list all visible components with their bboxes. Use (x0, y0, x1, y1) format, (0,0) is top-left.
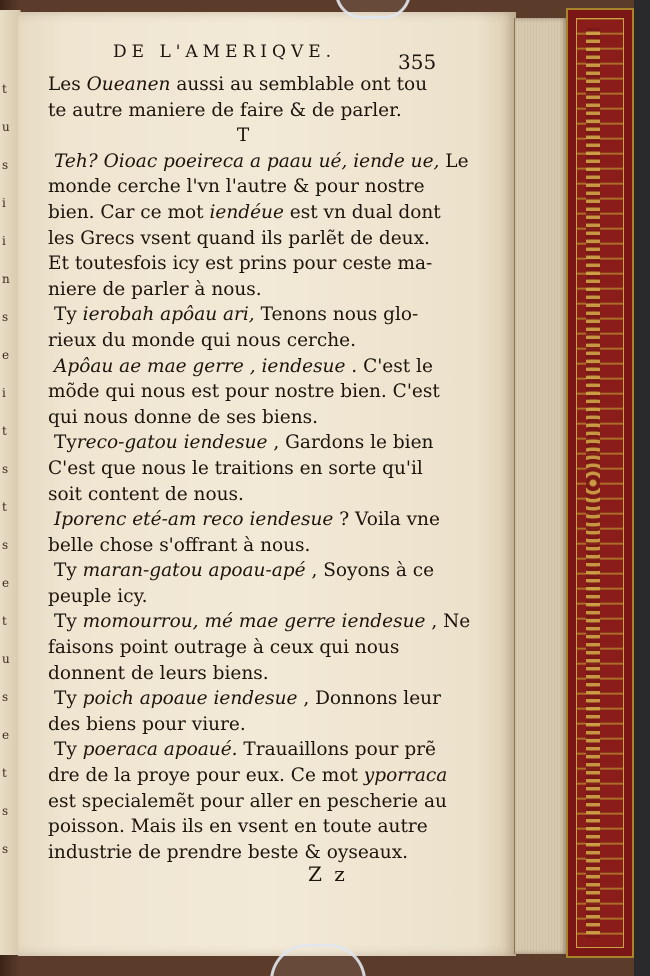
cover-ornament-strip (586, 28, 600, 938)
text-run: niere de parler à nous. (48, 278, 262, 300)
text-run: bien. Car ce mot (48, 201, 210, 223)
italic-phrase: ierobah apôau ari, (82, 304, 255, 326)
text-run: Et toutesfois icy est prins pour ceste ma- (48, 253, 433, 275)
italic-phrase: iendéue (209, 201, 284, 223)
text-run: faisons point outrage à ceux qui nous (48, 637, 400, 659)
text-run: Le (439, 150, 469, 172)
text-run: Ty (54, 560, 83, 582)
text-line (48, 226, 438, 252)
text-run: te autre maniere de faire & de parler. (48, 99, 402, 121)
text-line (48, 814, 438, 840)
text-run: soit content de nous. (48, 483, 244, 505)
text-line (48, 123, 438, 149)
text-run: est vn dual dont (283, 201, 441, 223)
signature-mark: Z z (308, 862, 348, 886)
margin-fragment: s (2, 538, 9, 552)
text-run: Ty (54, 432, 77, 454)
text-run: T (236, 125, 250, 147)
book-page (18, 12, 516, 956)
text-run: , Donnons leur (297, 688, 441, 710)
italic-phrase: Teh? Oioac poeireca a paau ué, iende ue, (54, 150, 440, 172)
text-line (48, 763, 448, 789)
text-run: , Ne (425, 611, 471, 633)
text-run: , Soyons à ce (305, 560, 435, 582)
text-line (48, 302, 438, 328)
text-line (48, 430, 438, 456)
margin-fragment: t (2, 424, 7, 438)
text-run: des biens pour viure. (48, 713, 246, 735)
text-run: mõde qui nous est pour nostre bien. C'est (48, 381, 440, 403)
text-run: belle chose s'offrant à nous. (48, 534, 311, 556)
text-run: rieux du monde qui nous cerche. (48, 329, 356, 351)
text-line (48, 174, 438, 200)
text-line (48, 456, 438, 482)
text-line (48, 482, 438, 508)
italic-phrase: Iporenc eté-am reco iendesue (54, 509, 334, 531)
text-line (48, 98, 438, 124)
previous-page-margin-letters (2, 70, 16, 868)
margin-fragment: t (2, 766, 7, 780)
margin-fragment: i (2, 234, 6, 248)
cover-gilt-border (576, 18, 624, 948)
text-line (48, 72, 438, 98)
book-cover (566, 8, 634, 958)
text-line (48, 840, 438, 866)
margin-fragment: e (2, 576, 10, 590)
margin-fragment: e (2, 348, 10, 362)
margin-fragment: s (2, 690, 9, 704)
text-run: . C'est le (345, 355, 433, 377)
margin-fragment: s (2, 158, 9, 172)
text-line (48, 379, 438, 405)
text-line (48, 149, 469, 175)
text-run: dre de la proye pour eux. Ce mot (48, 765, 364, 787)
text-line (48, 328, 438, 354)
text-line (48, 635, 438, 661)
italic-phrase: momourrou, mé mae gerre iendesue (82, 611, 426, 633)
text-line (48, 661, 438, 687)
margin-fragment: s (2, 310, 9, 324)
italic-phrase: reco-gatou iendesue (76, 432, 268, 454)
text-run: qui nous donne de ses biens. (48, 406, 319, 428)
text-run: Les (48, 74, 87, 95)
text-run: les Grecs vsent quand ils parlẽt de deux. (48, 227, 430, 249)
text-run: C'est que nous le traitions en sorte qu'il (48, 457, 423, 479)
text-run: Ty (54, 304, 83, 326)
text-run: Ty (54, 611, 83, 633)
margin-fragment: u (2, 652, 10, 666)
text-run: ? Voila vne (333, 509, 440, 531)
margin-fragment: t (2, 500, 7, 514)
text-run: peuple icy. (48, 585, 148, 607)
italic-phrase: maran-gatou apoau-apé (82, 560, 306, 582)
margin-fragment: u (2, 120, 10, 134)
italic-phrase: poeraca apoaué. (82, 739, 238, 761)
text-line (48, 200, 441, 226)
text-line (48, 609, 471, 635)
text-line (48, 533, 438, 559)
margin-fragment: t (2, 82, 7, 96)
text-run: industrie de prendre beste & oyseaux. (48, 841, 409, 863)
text-run: , Gardons le bien (267, 432, 434, 454)
text-line (48, 584, 438, 610)
margin-fragment: n (2, 272, 10, 286)
text-line (48, 507, 438, 533)
text-line (48, 712, 438, 738)
text-run: Tenons nous glo- (254, 304, 419, 326)
text-line (48, 277, 438, 303)
text-line (48, 686, 441, 712)
margin-fragment: t (2, 614, 7, 628)
italic-phrase: Apôau ae mae gerre , iendesue (54, 355, 346, 377)
italic-phrase: poich apoaue iendesue (82, 688, 298, 710)
margin-fragment: s (2, 804, 9, 818)
text-run: Ty (54, 739, 83, 761)
margin-fragment: i (2, 386, 6, 400)
margin-fragment: e (2, 728, 10, 742)
page-text (48, 72, 471, 865)
text-line (48, 789, 447, 815)
text-line (48, 354, 438, 380)
margin-fragment: s (2, 842, 9, 856)
text-line (48, 558, 438, 584)
text-run: donnent de leurs biens. (48, 662, 269, 684)
page-number: 355 (398, 50, 437, 74)
text-run: Ty (54, 688, 83, 710)
page-block-edges (514, 18, 567, 954)
text-run: est specialemẽt pour aller en pescherie au (48, 790, 447, 812)
text-run: poisson. Mais ils en vsent en toute autre (48, 816, 428, 838)
text-run: monde cerche l'vn l'autre & pour nostre (48, 176, 425, 198)
margin-fragment: i (2, 196, 6, 210)
italic-phrase: Oueanen (86, 74, 171, 95)
text-run: aussi au semblable ont tou (170, 74, 428, 95)
text-line (48, 405, 438, 431)
text-line (48, 737, 438, 763)
italic-phrase: yporraca (363, 765, 448, 787)
text-run: Trauaillons pour prẽ (237, 739, 436, 761)
backdrop (634, 0, 650, 976)
text-line (48, 251, 438, 277)
margin-fragment: s (2, 462, 9, 476)
running-head: DE L'AMERIQVE. (113, 42, 337, 62)
